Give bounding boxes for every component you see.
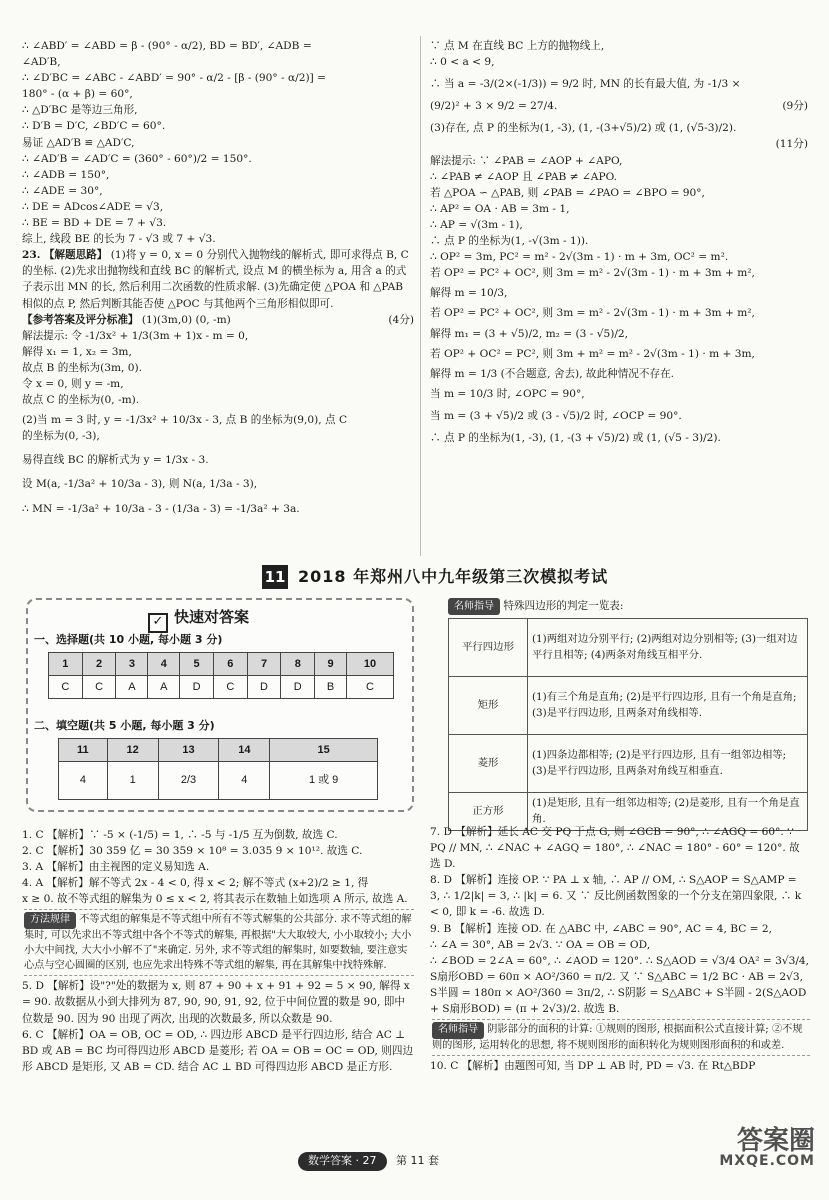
table-cell: D — [247, 676, 281, 699]
answer-q4: 4. A 【解析】解不等式 2x - 4 < 0, 得 x < 2; 解不等式 (x+2)/2 ≥ 1, 得 — [22, 877, 369, 890]
table-row — [59, 739, 378, 762]
text-line: 设 M(a, -1/3a² + 10/3a - 3), 则 N(a, 1/3a - 3), — [22, 478, 258, 491]
text-line: ∴ ∠ADE = 30°, — [22, 184, 103, 197]
text-line: ∴ 点 P 的坐标为(1, -3), (1, -(3 + √5)/2) 或 (1, (√5 - 3)/2). — [430, 431, 721, 444]
text-line: 若 OP² = PC² + OC², 则 3m = m² - 2√(3m - 1) · m + 3m + m², — [430, 267, 755, 280]
table-cell: C — [346, 676, 393, 699]
watermark-logo — [719, 1128, 815, 1168]
line-text: (9/2)² + 3 × 9/2 = 27/4. — [430, 100, 558, 113]
text-line: ∴ ∠PAB ≠ ∠AOP 且 ∠PAB ≠ ∠APO. — [430, 170, 618, 183]
text-line: 易得直线 BC 的解析式为 y = 1/3x - 3. — [22, 454, 209, 467]
table-cell: C — [82, 676, 116, 699]
quick-answer-box — [26, 598, 414, 812]
text-line: 故点 C 的坐标为(0, -m). — [22, 394, 140, 407]
score-label: (11分) — [775, 138, 808, 151]
table-cell: (1)有三个角是直角; (2)是平行四边形, 且有一个角是直角; (3)是平行四边形, 且两条对角线相等. — [528, 677, 808, 735]
score-label: (4分) — [388, 313, 414, 326]
page-footer — [298, 1152, 439, 1172]
table-cell: (1)四条边都相等; (2)是平行四边形, 且有一组邻边相等; (3)是平行四边形, 且两条对角线互相垂直. — [528, 735, 808, 793]
table-cell: 2/3 — [158, 762, 219, 800]
quick-answer-title — [148, 606, 249, 633]
text-line: 若 OP² + OC² = PC², 则 3m + m² = m² - 2√(3m - 1) · m + 3m, — [430, 347, 755, 360]
text-line: ∴ △D′BC 是等边三角形, — [22, 104, 138, 117]
guide-header — [448, 598, 808, 615]
text-line: ∴ 当 a = -3/(2×(-1/3)) = 9/2 时, MN 的长有最大值, 为 -1/3 × — [430, 78, 741, 91]
answer-q4-cont: x ≥ 0. 故不等式组的解集为 0 ≤ x < 2, 将其表示在数轴上如选项 A 所示, 故选 A. — [22, 893, 408, 906]
choice-section-label: 一、选择题(共 10 小题, 每小题 3 分) — [34, 633, 223, 646]
choice-answer-table — [48, 652, 394, 699]
guide2-text: 阴影部分的面积的计算: ①规则的图形, 根据面积公式直接计算; ②不规则的图形, 运用转化的思想, 将不规则图形的面积转化为规则图形面积的和或差. — [432, 1024, 803, 1051]
text-line: 解法提示: 令 -1/3x² + 1/3(3m + 1)x - m = 0, — [22, 329, 249, 342]
right-column-top — [430, 38, 808, 446]
text-line: ∴ OP² = 3m, PC² = m² - 2√(3m - 1) · m + 3m, OC² = m². — [430, 251, 729, 264]
answer-q7: 7. D 【解析】延长 AC 交 PQ 于点 G, 则 ∠GCB = 90°, ∴ ∠AGQ = 60°. ∵ PQ // MN, ∴ ∠NAC + ∠AGQ = 180°, ∴ ∠NAC = 180° - 60° = 120°. 故选 D. — [430, 826, 800, 871]
guide2-tag: 名师指导 — [432, 1022, 484, 1039]
left-column-top — [22, 38, 414, 517]
answer-part1: (1)(3m,0) (0, -m) — [141, 313, 231, 326]
table-cell: 矩形 — [449, 677, 528, 735]
text-line: ∴ ∠AD′B = ∠AD′C = (360° - 60°)/2 = 150°. — [22, 152, 252, 165]
quadrilateral-criteria-table — [448, 618, 808, 831]
guide-box-2 — [432, 1019, 810, 1056]
table-cell: 4 — [219, 762, 270, 800]
lower-left-column — [22, 827, 414, 1075]
guide-intro: 特殊四边形的判定一览表: — [503, 600, 624, 612]
table-cell: 11 — [59, 739, 108, 762]
text-line: 的坐标为(0, -3), — [22, 430, 100, 443]
answer-q1: 1. C 【解析】∵ -5 × (-1/5) = 1, ∴ -5 与 -1/5 互为倒数, 故选 C. — [22, 829, 338, 841]
text-line: 180° - (α + β) = 60°, — [22, 88, 133, 101]
answer-q9: 9. B 【解析】连接 OD. 在 △ABC 中, ∠ABC = 90°, AC = 4, BC = 2, — [430, 922, 773, 935]
text-line: ∴ ∠ADB = 150°, — [22, 168, 110, 181]
quick-title-text: 快速对答案 — [174, 608, 250, 626]
lower-right-column — [430, 824, 810, 1075]
table-cell: 15 — [270, 739, 378, 762]
text-line: ∴ ∠D′BC = ∠ABC - ∠ABD′ = 90° - α/2 - [β - (90° - α/2)] = — [22, 72, 326, 85]
fill-section-label: 二、填空题(共 5 小题, 每小题 3 分) — [34, 719, 215, 732]
answer-q2: 2. C 【解析】30 359 亿 = 30 359 × 10⁸ = 3.035 9 × 10¹². 故选 C. — [22, 845, 363, 858]
text-line — [430, 98, 808, 114]
text-line: 解得 x₁ = 1, x₂ = 3m, — [22, 345, 132, 358]
text-line: ∴ 0 < a < 9, — [430, 56, 495, 69]
text-line: ∵ 点 M 在直线 BC 上方的抛物线上, — [430, 40, 605, 52]
text-line: 解法提示: ∵ ∠PAB = ∠AOP + ∠APO, — [430, 154, 623, 167]
table-cell: (1)是矩形, 且有一组邻边相等; (2)是菱形, 且有一个角是直角. — [528, 793, 808, 831]
answer-q8: 8. D 【解析】连接 OP. ∵ PA ⊥ x 轴, ∴ AP // OM, ∴ S△AOP = S△AMP = 3, ∴ 1/2|k| = 3, ∴ |k| = 6. 又 ∵ 反比例函数图象的一个分支在第四象限, ∴ k < 0, 即 k = -6. 故选 D. — [430, 874, 802, 919]
answer-q10: 10. C 【解析】由题图可知, 当 DP ⊥ AB 时, PD = √3. 在 Rt△BDP — [430, 1060, 756, 1073]
text-line: 令 x = 0, 则 y = -m, — [22, 377, 124, 390]
table-row — [449, 677, 808, 735]
table-row — [59, 762, 378, 800]
table-cell: 正方形 — [449, 793, 528, 831]
table-cell: 13 — [158, 739, 219, 762]
question-23-idea — [22, 247, 414, 311]
text-line: ∴ BE = BD + DE = 7 + √3. — [22, 217, 167, 230]
section-banner — [0, 563, 829, 593]
table-cell: 4 — [148, 653, 180, 676]
table-cell: (1)两组对边分别平行; (2)两组对边分别相等; (3)一组对边平行且相等; (4)两条对角线互相平分. — [528, 619, 808, 677]
text-line — [430, 136, 808, 152]
text-line: 当 m = 10/3 时, ∠OPC = 90°, — [430, 387, 585, 400]
idea-text: (1)将 y = 0, x = 0 分别代入抛物线的解析式, 即可求得点 B, C 的坐标. (2)先求出抛物线和直线 BC 的解析式, 设点 M 的横坐标为 a, 用含 a 的式子表示出 MN 的长, 然后利用二次函数的性质求解. (3)先确定使 △POA 和 △PAB 相似的点 P, 然后判断其能否使 △POC 与其他两个三角形相似即可. — [22, 249, 409, 310]
table-cell: 2 — [82, 653, 116, 676]
text-line: ∴ MN = -1/3a² + 10/3a - 3 - (1/3a - 3) = -1/3a² + 3a. — [22, 502, 300, 515]
table-cell: D — [180, 676, 214, 699]
table-cell: 5 — [180, 653, 214, 676]
table-cell: 1 — [107, 762, 158, 800]
table-cell: C — [49, 676, 83, 699]
table-cell: 9 — [315, 653, 347, 676]
table-cell: 7 — [247, 653, 281, 676]
exam-title: 2018 年郑州八中九年级第三次模拟考试 — [298, 567, 609, 586]
table-cell: B — [315, 676, 347, 699]
text-line: ∴ DE = ADcos∠ADE = √3, — [22, 200, 164, 213]
text-line: (3)存在, 点 P 的坐标为(1, -3), (1, -(3+√5)/2) 或 (1, (√5-3)/2). — [430, 122, 737, 135]
set-number-badge: 11 — [262, 565, 288, 589]
table-row — [449, 735, 808, 793]
text-line: ∴ AP = √(3m - 1), — [430, 218, 523, 231]
guide-tag: 名师指导 — [448, 598, 500, 615]
text-line: 若 △POA ∽ △PAB, 则 ∠PAB = ∠PAO = ∠BPO = 90°, — [430, 186, 705, 199]
table-cell: 3 — [116, 653, 148, 676]
table-cell: 平行四边形 — [449, 619, 528, 677]
table-cell: D — [281, 676, 315, 699]
column-divider — [420, 36, 421, 556]
text-line: ∴ 点 P 的坐标为(1, -√(3m - 1)). — [430, 235, 589, 248]
method-box — [24, 909, 414, 976]
watermark-text: 答案圈 — [736, 1126, 815, 1156]
answer-tag: 【参考答案及评分标准】 — [22, 313, 139, 326]
table-row — [449, 619, 808, 677]
table-cell: 10 — [346, 653, 393, 676]
table-cell: 6 — [213, 653, 247, 676]
table-cell: 12 — [107, 739, 158, 762]
footer-subject: 数学答案 · 27 — [298, 1152, 387, 1171]
table-cell: 1 — [49, 653, 83, 676]
text-line: ∴ ∠ABD′ = ∠ABD = β - (90° - α/2), BD = BD′, ∠ADB = — [22, 40, 312, 52]
text-line: ∠AD′B, — [22, 56, 61, 69]
answer-q5: 5. D 【解析】设"?"处的数据为 x, 则 87 + 90 + x + 91 + 92 = 5 × 90, 解得 x = 90. 故数据从小到大排列为 87, 90, 90, 91, 92, 位于中间位置的数是 90, 即中位数是 90. 因为 90 出现了两次, 出现的次数最多, 所以众数是 90. — [22, 980, 410, 1025]
answer-q9-detail: ∴ ∠BOD = 2∠A = 60°, ∴ ∠AOD = 120°. ∴ S△AOD = √3/4 OA² = 3√3/4, S扇形OBD = 60π × AO²/360 = π/2. 又 ∵ S△ABC = 1/2 BC · AB = 2√3, S半圆 = 180π × AO²/360 = 3π/2, ∴ S阴影 = S△ABC + S半圆 - 2(S△AOD + S扇形BOD) = (π + 2√3)/2. 故选 B. — [430, 954, 810, 1016]
table-cell: C — [213, 676, 247, 699]
question-number: 23. — [22, 249, 41, 262]
text-line: 解得 m = 1/3 (不合题意, 舍去), 故此种情况不存在. — [430, 367, 675, 380]
answer-q3: 3. A 【解析】由主视图的定义易知选 A. — [22, 861, 210, 874]
text-line: 易证 △AD′B ≌ △AD′C, — [22, 136, 135, 149]
table-cell: 1 或 9 — [270, 762, 378, 800]
method-text: 不等式组的解集是不等式组中所有不等式解集的公共部分. 求不等式组的解集时, 可以先求出不等式组中各个不等式的解集, 再根据"大大取较大, 小小取较小; 大小小大中间找, 大大小小解不了"来确定. 另外, 求不等式组的解集时, 如要数轴, 要注意实心点与空心圆圈的区别, 也应先求出特殊不等式组的解集, 再在其解集中找特殊解. — [24, 914, 412, 971]
text-line: 故点 B 的坐标为(3m, 0). — [22, 361, 142, 374]
watermark-url: MXQE.COM — [719, 1153, 815, 1169]
table-cell: 8 — [281, 653, 315, 676]
fill-answer-table — [58, 738, 378, 800]
table-cell: A — [116, 676, 148, 699]
text-line: 解得 m = 10/3, — [430, 287, 508, 300]
table-row — [49, 676, 394, 699]
text-line: ∴ AP² = OA · AB = 3m - 1, — [430, 202, 570, 215]
checkbox-icon: ✓ — [148, 613, 168, 633]
table-cell: 4 — [59, 762, 108, 800]
answer-header — [22, 312, 414, 328]
score-label: (9分) — [782, 100, 808, 113]
text-line: 当 m = (3 + √5)/2 或 (3 - √5)/2 时, ∠OCP = 90°. — [430, 409, 682, 422]
text-line: ∴ D′B = D′C, ∠BD′C = 60°. — [22, 120, 166, 133]
table-cell: 菱形 — [449, 735, 528, 793]
method-tag: 方法规律 — [24, 912, 76, 929]
table-cell: 14 — [219, 739, 270, 762]
footer-set: 第 11 套 — [396, 1154, 439, 1167]
idea-tag: 【解题思路】 — [43, 249, 108, 262]
text-line: (2)当 m = 3 时, y = -1/3x² + 10/3x - 3, 点 B 的坐标为(9,0), 点 C — [22, 414, 348, 427]
answer-q9-cont: ∴ ∠A = 30°, AB = 2√3. ∵ OA = OB = OD, — [430, 938, 651, 951]
table-cell: A — [148, 676, 180, 699]
text-line: 若 OP² = PC² + OC², 则 3m = m² - 2√(3m - 1) · m + 3m + m², — [430, 307, 755, 320]
text-line: 解得 m₁ = (3 + √5)/2, m₂ = (3 - √5)/2, — [430, 327, 629, 340]
table-row — [49, 653, 394, 676]
text-line: 综上, 线段 BE 的长为 7 - √3 或 7 + √3. — [22, 233, 216, 246]
answer-q6: 6. C 【解析】OA = OB, OC = OD, ∴ 四边形 ABCD 是平行四边形, 结合 AC ⊥ BD 或 AB = BC 均可得四边形 ABCD 是菱形; 若 OA = OB = OC = OD, 则四边形 ABCD 是矩形, 又 AB = CD. 结合 AC ⊥ BD 可得四边形 ABCD 是正方形. — [22, 1028, 414, 1073]
